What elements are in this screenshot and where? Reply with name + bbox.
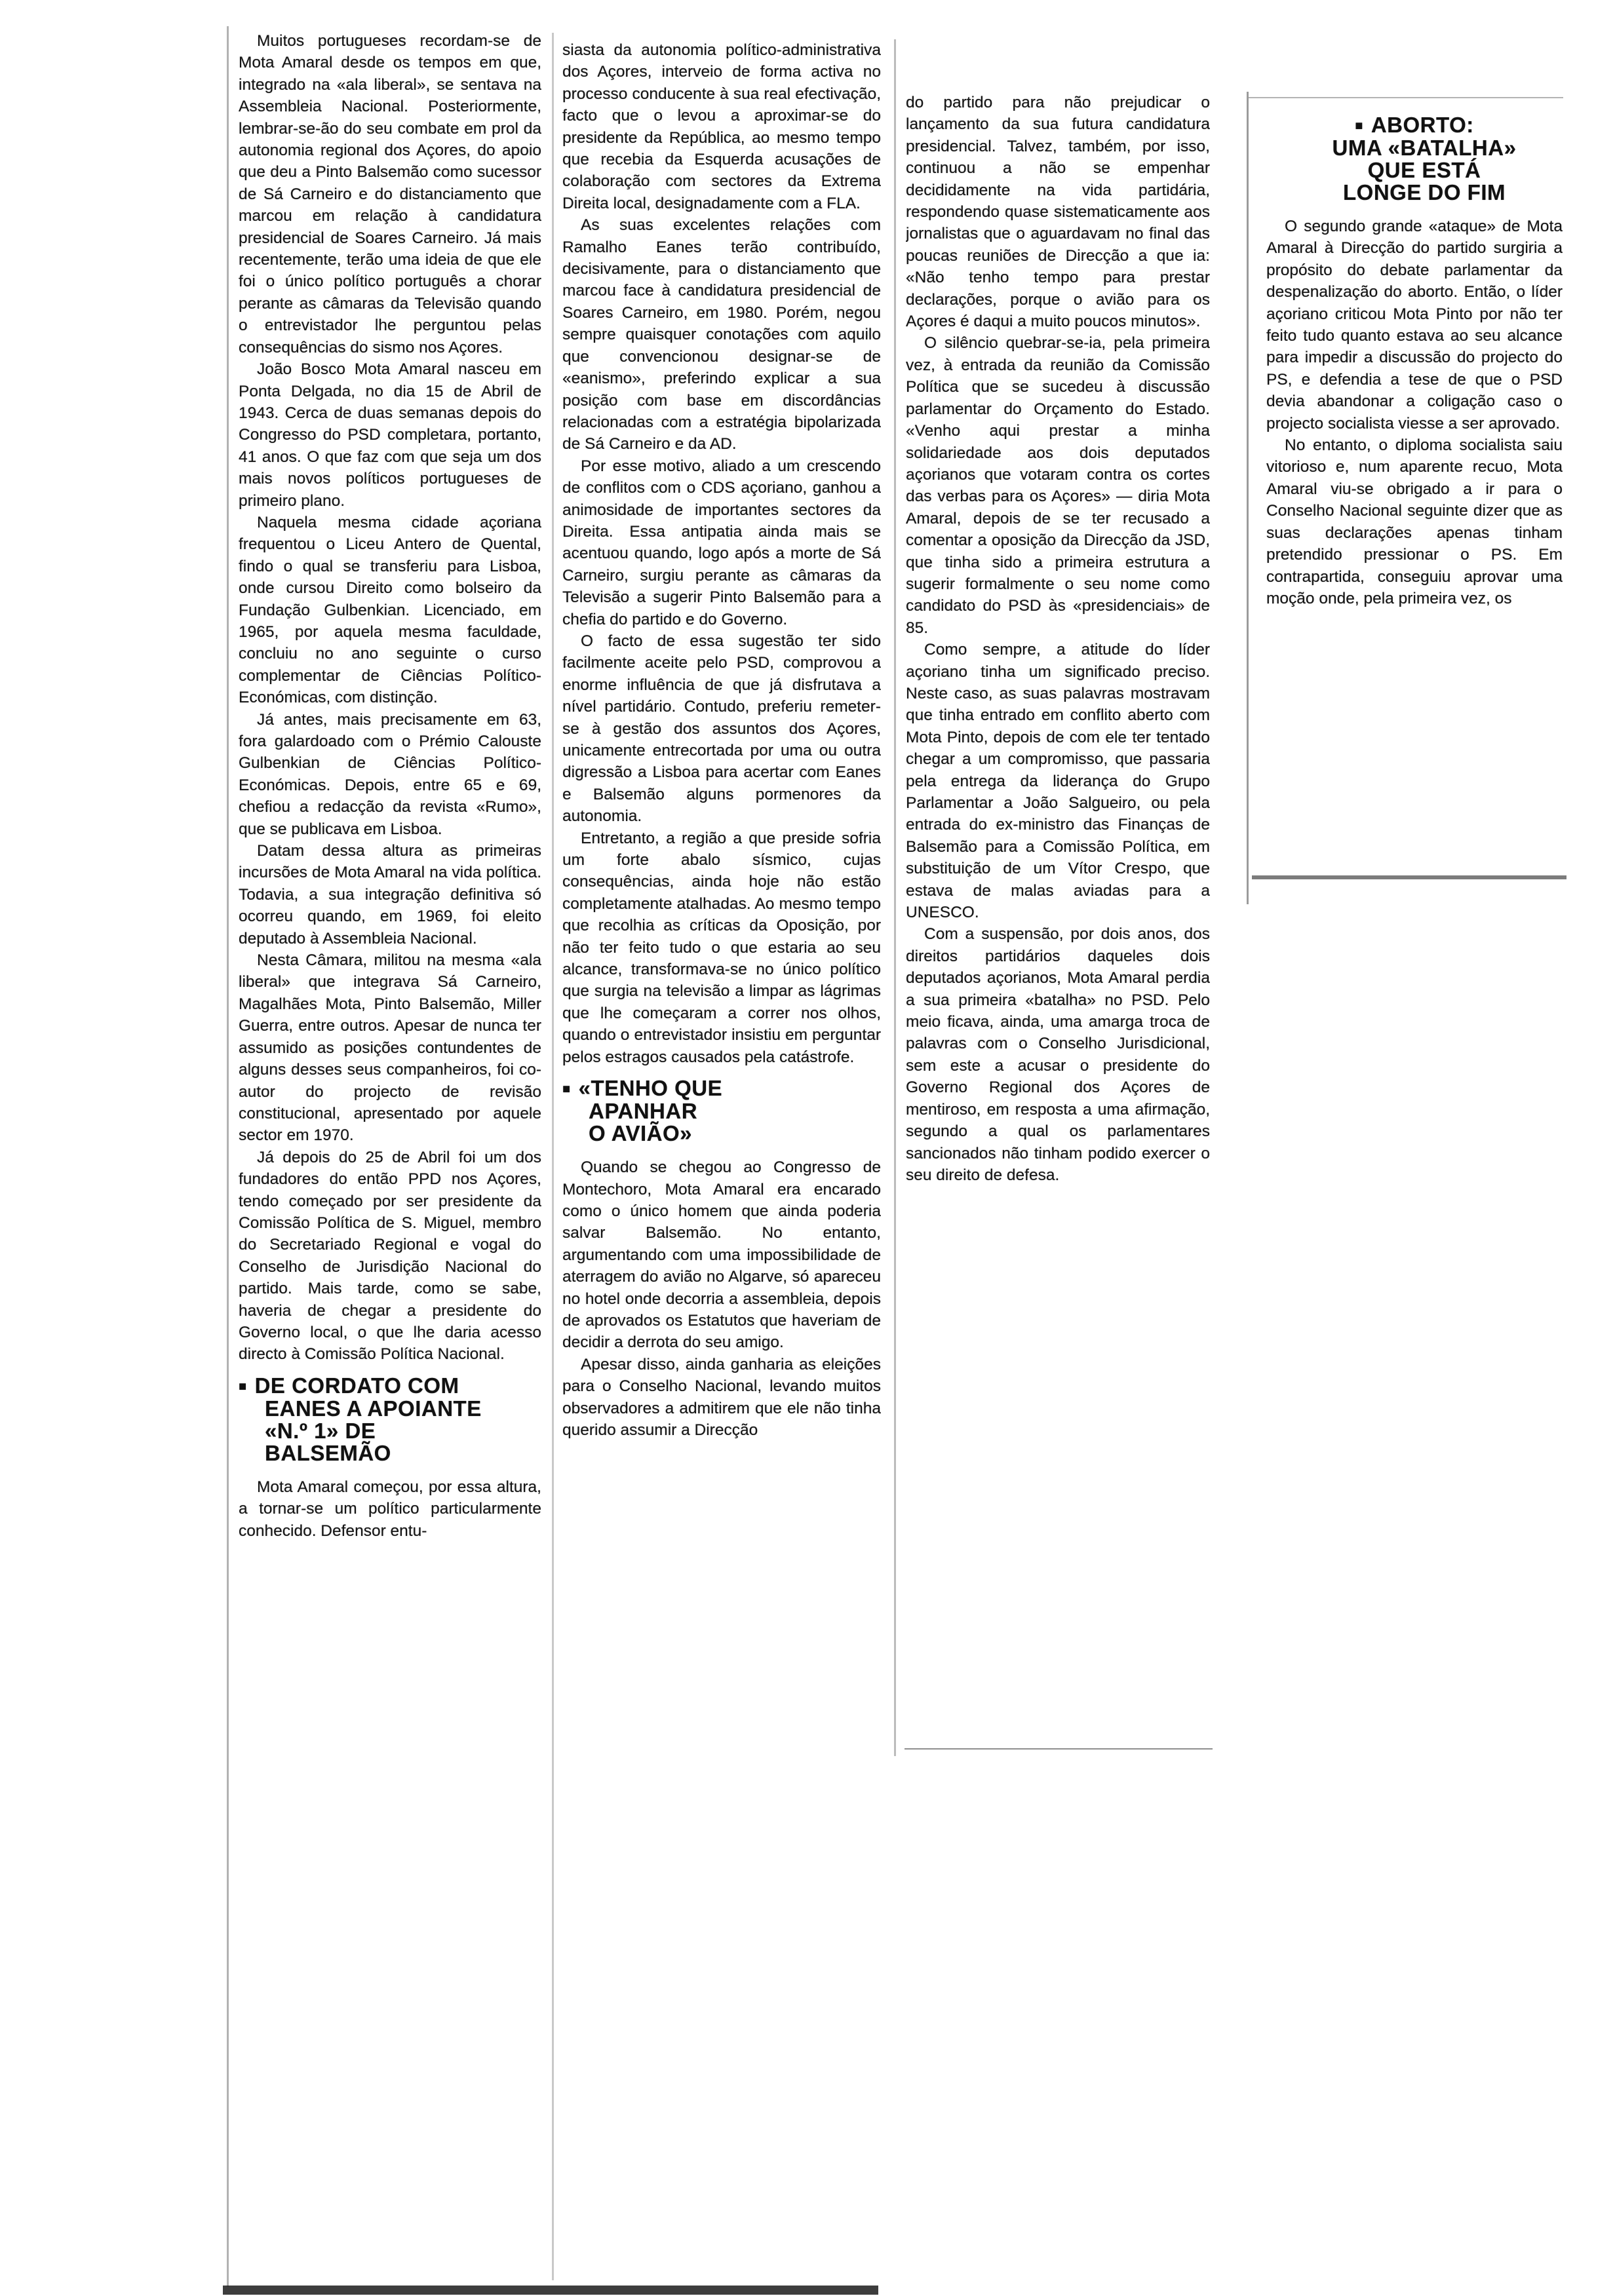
heading-line-text: «N.º 1» DE <box>265 1418 376 1443</box>
section-heading <box>1266 114 1563 204</box>
paragraph: Já antes, mais precisamente em 63, fora galardoado com o Prémio Calouste Gulbenkian de Ciências Político-Económicas. Depois, entre 65 e 69, chefiou a redacção da revista «Rumo», que se publicava em Lisboa. <box>239 710 541 838</box>
paragraph: Nesta Câmara, militou na mesma «ala liberal» que integrava Sá Carneiro, Magalhães Mota, Pinto Balsemão, Miller Guerra, entre outros. Apesar de nunca ter assumido as posições contundentes de alguns desses seus companheiros, foi co-autor do projecto de revisão constitucional, apresentado por aquele sector em 1970. <box>239 951 541 1145</box>
heading-line-text: EANES A APOIANTE <box>265 1396 482 1421</box>
heading-line <box>1266 114 1563 137</box>
heading-line-text: O AVIÃO» <box>589 1121 693 1146</box>
heading-line-text: ABORTO: <box>1371 113 1474 137</box>
section-heading <box>239 1375 541 1464</box>
paragraph: Datam dessa altura as primeiras incursões de Mota Amaral na vida política. Todavia, a sua integração definitiva só ocorreu quando, em 1969, foi eleito deputado à Assembleia Nacional. <box>239 842 541 947</box>
paragraph: Já depois do 25 de Abril foi um dos fundadores do então PPD nos Açores, tendo começado por ser presidente da Comissão Política de S. Miguel, membro do Secretariado Regional e vogal do Conselho de Jurisdição Nacional do partido. Mais tarde, como se sabe, haveria de chegar a presidente do Governo local, o que lhe daria acesso directo à Comissão Política Nacional. <box>239 1148 541 1364</box>
article-column-3 <box>906 92 1210 1743</box>
heading-line-text: QUE ESTÁ <box>1367 158 1481 182</box>
paragraph: O silêncio quebrar-se-ia, pela primeira vez, à entrada da reunião da Comissão Política que se sucedeu à discussão parlamentar do Orçamento do Estado. «Venho aqui prestar a minha solidariedade aos dois deputados açorianos que votaram contra os cortes das verbas para os Açores» — diria Mota Amaral, depois de se ter recusado a comentar a oposição da Direcção da JSD, que tinha sido a primeira estrutura a sugerir formalmente o seu nome como candidato do PSD às «presidenciais» de 85. <box>906 334 1210 637</box>
paragraph: Naquela mesma cidade açoriana frequentou o Liceu Antero de Quental, findo o qual se transferiu para Lisboa, onde cursou Direito como bolseiro da Fundação Gulbenkian. Licenciado, em 1965, por aquela mesma faculdade, concluiu no ano seguinte o curso complementar de Ciências Político-Económicas, com distinção. <box>239 513 541 707</box>
paragraph: Apesar disso, ainda ganharia as eleições para o Conselho Nacional, levando muitos observadores a admitirem que ele não tinha querido assumir a Direcção <box>562 1355 881 1439</box>
heading-line-text: LONGE DO FIM <box>1343 180 1506 204</box>
heading-line <box>239 1442 541 1464</box>
heading-line <box>1266 182 1563 204</box>
article-column-4 <box>1266 105 1563 869</box>
heading-line-text: BALSEMÃO <box>265 1440 391 1465</box>
clipping-edge <box>1249 97 1563 98</box>
bullet-icon: ■ <box>562 1082 571 1097</box>
heading-line-text: «TENHO QUE <box>578 1076 723 1101</box>
heading-line <box>562 1122 881 1145</box>
article-column-2 <box>562 39 881 2267</box>
column-rule <box>894 39 896 1756</box>
heading-line <box>239 1398 541 1420</box>
heading-line <box>1266 137 1563 159</box>
heading-line <box>562 1100 881 1122</box>
heading-line <box>1266 159 1563 182</box>
section-heading <box>562 1077 881 1145</box>
heading-line-text: APANHAR <box>589 1099 698 1124</box>
clipping-edge <box>905 1748 1213 1750</box>
paragraph: O facto de essa sugestão ter sido facilmente aceite pelo PSD, comprovou a enorme influência de que já disfrutava a nível partidário. Contudo, preferiu remeter-se à gestão dos assuntos dos Açores, unicamente entrecortada por uma ou outra digressão a Lisboa para acertar com Eanes e Balsemão alguns pormenores da autonomia. <box>562 632 881 826</box>
paragraph: No entanto, o diploma socialista saiu vitorioso e, num aparente recuo, Mota Amaral viu-se obrigado a ir para o Conselho Nacional seguinte dizer que as suas declarações apenas tinham pretendido pressionar o PS. Em contrapartida, conseguiu aprovar uma moção onde, pela primeira vez, os <box>1266 436 1563 607</box>
column-rule <box>227 26 229 2287</box>
paragraph: do partido para não prejudicar o lançamento da sua futura candidatura presidencial. Talvez, também, por isso, continuou a não se empenhar decididamente na vida partidária, respondendo quase sistematicamente aos jornalistas que o aguardavam no final das poucas reuniões de Direcção a que ia: «Não tenho tempo para prestar declarações, porque o avião para os Açores é daqui a muito poucos minutos». <box>906 94 1210 331</box>
paragraph: João Bosco Mota Amaral nasceu em Ponta Delgada, no dia 15 de Abril de 1943. Cerca de duas semanas depois do Congresso do PSD completara, portanto, 41 anos. O que faz com que seja um dos mais novos políticos portugueses de primeiro plano. <box>239 360 541 510</box>
heading-line <box>239 1375 541 1398</box>
article-column-1 <box>239 30 541 2284</box>
clipping-bottom-edge <box>223 2286 878 2295</box>
heading-line <box>562 1077 881 1100</box>
paragraph: Mota Amaral começou, por essa altura, a tornar-se um político particularmente conhecido. Defensor entu- <box>239 1478 541 1540</box>
paragraph: Muitos portugueses recordam-se de Mota Amaral desde os tempos em que, integrado na «ala liberal», se sentava na Assembleia Nacional. Posteriormente, lembrar-se-ão do seu combate em prol da autonomia regional dos Açores, do apoio que deu a Pinto Balsemão como sucessor de Sá Carneiro e do distanciamento que marcou em relação à candidatura presidencial de Soares Carneiro. Já mais recentemente, terão uma ideia de que ele foi o único político português a chorar perante as câmaras da Televisão quando o entrevistador lhe perguntou pelas consequências do sismo nos Açores. <box>239 32 541 356</box>
paragraph: As suas excelentes relações com Ramalho Eanes terão contribuído, decisivamente, para o distanciamento que marcou face à candidatura presidencial de Soares Carneiro, em 1980. Porém, negou sempre quaisquer conotações com aquilo que convencionou designar-se de «eanismo», preferindo explicar a sua posição com base em discordâncias relacionadas com a estratégia bipolarizada de Sá Carneiro e da AD. <box>562 216 881 453</box>
paragraph: Quando se chegou ao Congresso de Montechoro, Mota Amaral era encarado como o único homem que ainda poderia salvar Balsemão. No entanto, argumentando com uma impossibilidade de aterragem do avião no Algarve, só apareceu no hotel onde decorria a assembleia, depois de aprovados os Estatutos que haveriam de decidir a derrota do seu amigo. <box>562 1158 881 1352</box>
clipping-edge <box>1252 875 1566 879</box>
column-rule <box>1247 92 1249 904</box>
heading-line <box>239 1420 541 1442</box>
column-rule <box>552 33 554 2280</box>
heading-line-text: UMA «BATALHA» <box>1332 136 1517 160</box>
paragraph: Com a suspensão, por dois anos, dos direitos partidários daqueles dois deputados açorianos, Mota Amaral perdia a sua primeira «batalha» no PSD. Pelo meio ficava, ainda, uma amarga troca de palavras com o Conselho Jurisdicional, sem este a acusar o presidente do Governo Regional dos Açores de mentiroso, em resposta a uma afirmação, segundo a qual os parlamentares sancionados não tinham podido exercer o seu direito de defesa. <box>906 925 1210 1184</box>
paragraph: Entretanto, a região a que preside sofria um forte abalo sísmico, cujas consequências, ainda hoje não estão completamente atalhadas. Ao mesmo tempo que recolhia as críticas da Oposição, por não ter feito tudo o que estaria ao seu alcance, transformava-se no único político que surgia na televisão a limpar as lágrimas que lhe começaram a correr nos olhos, quando o entrevistador insistiu em perguntar pelos estragos causados pela catástrofe. <box>562 829 881 1066</box>
bullet-icon: ■ <box>1355 119 1363 133</box>
bullet-icon: ■ <box>239 1379 247 1394</box>
paragraph: Por esse motivo, aliado a um crescendo de conflitos com o CDS açoriano, ganhou a animosidade de importantes sectores da Direita. Essa antipatia ainda mais se acentuou quando, logo após a morte de Sá Carneiro, surgiu perante as câmaras da Televisão a sugerir Pinto Balsemão para a chefia do partido e do Governo. <box>562 457 881 628</box>
paragraph: Como sempre, a atitude do líder açoriano tinha um significado preciso. Neste caso, as suas palavras mostravam que tinha entrado em conflito aberto com Mota Pinto, depois de com ele ter tentado chegar a um compromisso, que passaria pela entrega da liderança do Grupo Parlamentar a João Salgueiro, ou pela entrada do ex-ministro das Finanças de Balsemão para a Comissão Política, em substituição de um Vítor Crespo, que estava de malas aviadas para a UNESCO. <box>906 641 1210 922</box>
paragraph: O segundo grande «ataque» de Mota Amaral à Direcção do partido surgiria a propósito do debate parlamentar da despenalização do aborto. Então, o líder açoriano criticou Mota Pinto por não ter feito tudo quanto estava ao seu alcance para impedir a discussão do projecto do PS, e defendia a tese de que o PSD devia abandonar a coligação caso o projecto socialista viesse a ser aprovado. <box>1266 218 1563 432</box>
heading-line-text: DE CORDATO COM <box>254 1373 459 1398</box>
paragraph: siasta da autonomia político-administrativa dos Açores, interveio de forma activa no processo conducente à sua real efectivação, facto que o levou a aproximar-se do presidente da República, ao mesmo tempo que recebia da Esquerda acusações de colaboração com sectores da Extrema Direita local, designadamente com a FLA. <box>562 41 881 212</box>
